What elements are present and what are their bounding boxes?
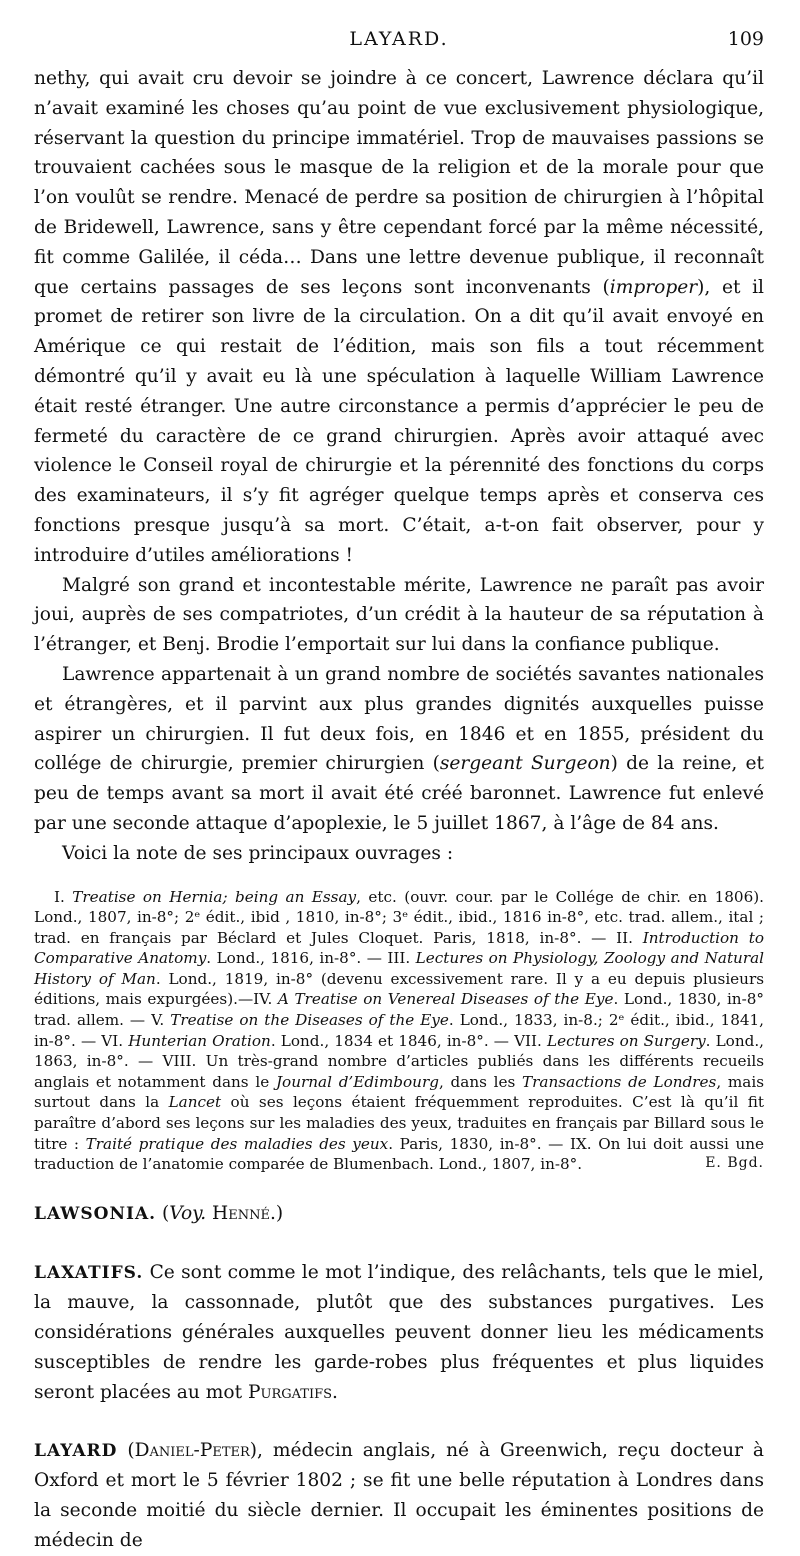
note-text: . Lond., 1816, in-8°. — III. [206, 949, 416, 968]
p1-italic: improper [609, 276, 698, 298]
entry-headword: LAXATIFS. [34, 1262, 144, 1283]
author-signature: E. Bgd. [705, 1154, 764, 1171]
note-title: Lancet [168, 1093, 222, 1112]
entry-laxatifs-text [34, 1258, 764, 1408]
note-title: Treatise on the Diseases of the Eye [170, 1011, 449, 1030]
paragraph-1 [34, 64, 764, 571]
note-text: . Lond., 1830, in-8° trad. allem. — V. [34, 990, 764, 1030]
note-title: Lectures on Surgery [547, 1031, 706, 1050]
entry-headword: LAYARD [34, 1440, 118, 1461]
note-title: Treatise on Hernia; being an Essay [72, 887, 357, 906]
note-text: I. [54, 887, 73, 906]
note-text: . Lond., 1819, in-8° (devenu excessivement rare. Il y a eu depuis plusieurs éditions, mais expurgées).—IV. [34, 969, 764, 1009]
note-text: . Lond., 1863, in-8°. — VIII. Un très-grand nombre d’articles publiés dans les différents recueils anglais et notamment dans le [34, 1031, 764, 1091]
p3-italic: sergeant Surgeon [439, 753, 611, 775]
note-text: , mais surtout dans la [34, 1072, 765, 1112]
p1-text-cont: ), et il promet de retirer son livre de la circulation. On a dit qu’il avait envoyé en Amérique ce qui restait de l’édition, mais son fils a tout récemment démontré qu’il y avait eu là une spéculation à laquelle William Lawrence était resté étranger. Une autre circonstance a permis d’apprécier le peu de fermeté du caractère de ce grand chirurgien. Après avoir attaqué avec violence le Conseil royal de chirurgie et la pérennité des fonctions du corps des examinateurs, il s’y fit agréger quelque temps après et conserva ces fonctions presque jusqu’à sa mort. C’était, a-t-on fait observer, pour y introduire d’utiles améliorations ! [34, 276, 765, 566]
note-title: A Treatise on Venereal Diseases of the Eye [277, 990, 614, 1009]
note-title: Lectures on Physiology, Zoology and Natural History of Man [34, 949, 764, 988]
entry-body: ), médecin anglais, né à Greenwich, reçu docteur à Oxford et mort le 5 février 1802 ; se fit une belle réputation à Londres dans la seconde moitié du siècle dernier. Il occupait les éminentes positions de médecin de [34, 1439, 765, 1551]
entry-headword: LAWSONIA. [34, 1203, 157, 1224]
note-title: Journal d’Edimbourg [275, 1072, 439, 1091]
note-title: Traité pratique des maladies des yeux [85, 1134, 389, 1153]
entry-paren: .) [269, 1202, 284, 1224]
p3-text-cont: ) de la reine, et peu de temps avant sa mort il avait été créé baronnet. Lawrence fut enlevé par une seconde attaque d’apoplexie, le 5 juillet 1867, à l’âge de 84 ans. [34, 753, 764, 834]
running-header [34, 28, 764, 54]
bibliography-paragraph [34, 887, 764, 1175]
note-text: , dans les [438, 1072, 523, 1091]
page-number: 109 [727, 28, 764, 50]
entry-end: . [332, 1381, 338, 1403]
paragraph-2: Malgré son grand et incontestable mérite, Lawrence ne paraît pas avoir joui, auprès de ses compatriotes, d’un crédit à la hauteur de sa réputation à l’étranger, et Benj. Brodie l’emportait sur lui dans la confiance publique. [34, 574, 764, 656]
entry-lawsonia [34, 1199, 764, 1230]
entry-paren: ( [156, 1202, 170, 1224]
note-title: Hunterian Oration [128, 1031, 271, 1050]
entry-lawsonia-text [34, 1199, 764, 1230]
entry-layard [34, 1436, 764, 1556]
note-text: . Paris, 1830, in-8°. — IX. On lui doit aussi une traduction de l’anatomie comparée de Blumenbach. Lond., 1807, in-8°. [34, 1134, 765, 1174]
entry-person-name: Daniel-Peter [134, 1439, 250, 1461]
entry-paren: ( [117, 1439, 135, 1461]
entry-laxatifs [34, 1258, 764, 1408]
note-text: . Lond., 1833, in-8.; 2ᵉ édit., ibid., 1841, in-8°. — VI. [34, 1011, 765, 1050]
paragraph-3 [34, 660, 764, 839]
running-title: LAYARD. [349, 28, 449, 50]
note-title: Introduction to Comparative Anatomy [34, 928, 764, 968]
note-title: Transactions de Londres [522, 1072, 717, 1091]
note-text: . Lond., 1834 et 1846, in-8°. — VII. [270, 1031, 547, 1050]
main-text [34, 64, 764, 869]
bibliography-notes [34, 887, 765, 1174]
note-text: où ses leçons étaient fréquemment reproduites. C’est là qu’il fit paraître d’abord ses leçons sur les maladies des yeux, traduites en français par Billard sous le titre : [34, 1093, 765, 1153]
cross-reference: Henné [206, 1202, 270, 1224]
entry-body: Ce sont comme le mot l’indique, des relâchants, tels que le miel, la mauve, la cassonnade, plutôt que des substances purgatives. Les considérations générales auxquelles peuvent donner lieu les médicaments susceptibles de rendre les garde-robes plus fréquentes et plus liquides seront placées au mot [34, 1261, 764, 1403]
entry-layard-text [34, 1436, 764, 1556]
note-text: , etc. (ouvr. cour. par le Collége de chir. en 1806). Lond., 1807, in-8°; 2ᵉ édit., ibid , 1810, in-8°; 3ᵉ édit., ibid., 1816 in-8°, etc. trad. allem., ital ; trad. en français par Béclard et Jules Cloquet. Paris, 1818, in-8°. — II. [34, 887, 765, 947]
entry-voy: Voy. [169, 1202, 207, 1224]
cross-reference: Purgatifs [247, 1381, 333, 1403]
p3-text: Lawrence appartenait à un grand nombre de sociétés savantes nationales et étrangères, et il parvint aux plus grandes dignités auxquelles puisse aspirer un chirurgien. Il fut deux fois, en 1846 et en 1855, président du collége de chirurgie, premier chirurgien ( [34, 663, 764, 775]
page-body [34, 64, 764, 1556]
paragraph-4: Voici la note de ses principaux ouvrages : [62, 842, 454, 864]
p1-text: nethy, qui avait cru devoir se joindre à ce concert, Lawrence déclara qu’il n’avait examiné les choses qu’au point de vue exclusivement physiologique, réservant la question du principe immatériel. Trop de mauvaises passions se trouvaient cachées sous le masque de la religion et de la morale pour que l’on voulût se rendre. Menacé de perdre sa position de chirurgien à l’hôpital de Bridewell, Lawrence, sans y être cependant forcé par la même nécessité, fit comme Galilée, il céda… Dans une lettre devenue publique, il reconnaît que certains passages de ses leçons sont inconvenants ( [34, 68, 764, 298]
